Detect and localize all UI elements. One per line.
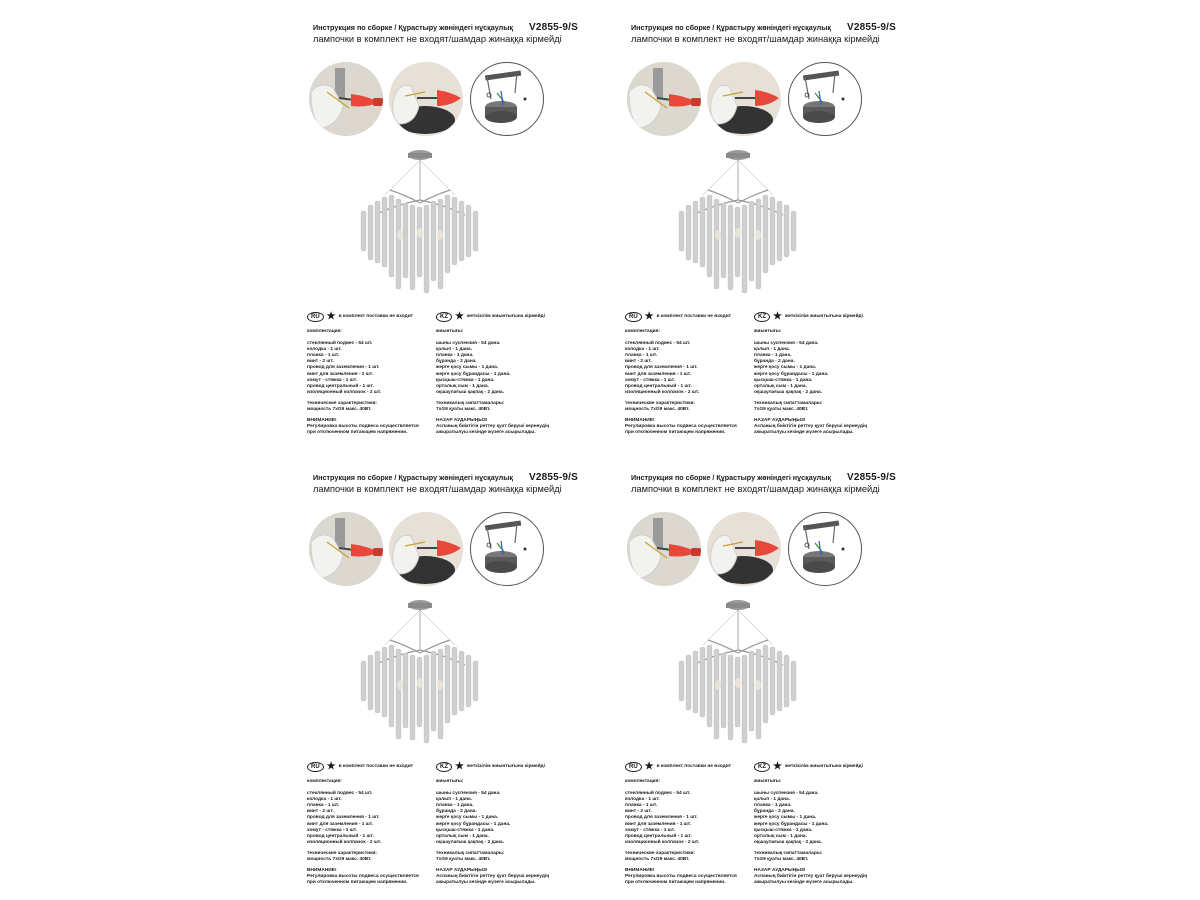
star-icon: ★ <box>326 761 336 772</box>
ru-kit-item: винт - 2 шт. <box>307 359 334 365</box>
kz-warning-heading: НАЗАР АУДАРЫҢЫЗ! <box>436 868 488 874</box>
ru-kit-item: изоляционный колпачок - 2 шт. <box>307 389 382 395</box>
sheet-header <box>631 472 897 494</box>
ru-warning-line: Регулировка высоты подвеса осуществляется <box>307 424 419 430</box>
ru-warning-line: при отключенном питающем напряжении. <box>307 880 408 886</box>
ru-badge: RU <box>625 312 642 322</box>
kz-tech-value: 7xG9 қуаты макс. 40Вт. <box>754 407 809 413</box>
chandelier-illustration <box>673 595 803 755</box>
sheet-title: Инструкция по сборке / Құрастыру жөніндегі нұсқаулық <box>313 473 513 482</box>
star-icon: ★ <box>326 311 336 322</box>
kz-warning-line: ажыратылуы кезінде жүзеге асырылады. <box>436 880 536 886</box>
kz-kit-item: қалып - 1 дана. <box>436 797 472 803</box>
model-number: V2855-9/S <box>528 472 579 483</box>
kz-star-note: жеткізілім жиынтығына кірмейді <box>466 313 545 319</box>
ru-tech-heading: технические характеристики: <box>307 400 378 406</box>
ru-kit-item: провод для заземления - 1 шт. <box>625 365 698 371</box>
instruction-sheet <box>318 450 918 900</box>
kz-warning-heading: НАЗАР АУДАРЫҢЫЗ! <box>754 868 806 874</box>
kz-kit-item: жерге қосу сымы - 1 дана. <box>436 815 499 821</box>
kz-kit-item: шыны суспензия - 54 дана. <box>754 791 819 797</box>
sheet-title: Инструкция по сборке / Құрастыру жөніндегі нұсқаулық <box>631 23 831 32</box>
kz-kit-item: орталық сым - 1 дана. <box>436 833 489 839</box>
ru-warning-line: Регулировка высоты подвеса осуществляется <box>625 424 737 430</box>
kz-warning-line: Аспаның биіктігін реттеу қуат беруші кернеудің <box>754 874 868 880</box>
kz-kit-item: оқшаулағыш қақпақ - 2 дана. <box>436 389 505 395</box>
ru-kit-item: провод центральный - 1 шт. <box>625 833 692 839</box>
kz-tech-heading: техникалық сипаттамалары: <box>436 400 505 406</box>
sheet-subtitle: лампочки в комплект не входят/шамдар жинаққа кірмейді <box>631 34 880 44</box>
ru-tech-value: мощность 7xG9 макс. 40Вт. <box>307 857 372 863</box>
kz-star-note: жеткізілім жиынтығына кірмейді <box>466 763 545 769</box>
kz-kit-item: планка - 1 дана. <box>436 803 474 809</box>
model-number: V2855-9/S <box>846 472 897 483</box>
kz-warning-line: ажыратылуы кезінде жүзеге асырылады. <box>754 880 854 886</box>
kz-warning-heading: НАЗАР АУДАРЫҢЫЗ! <box>754 418 806 424</box>
ru-warning-heading: ВНИМАНИЕ! <box>625 868 655 874</box>
kz-kit-item: шыны суспензия - 54 дана. <box>436 791 501 797</box>
kz-badge: KZ <box>436 762 452 772</box>
kz-kit-item: орталық сым - 1 дана. <box>754 833 807 839</box>
kz-kit-item: қалып - 1 дана. <box>754 797 790 803</box>
ru-warning-heading: ВНИМАНИЕ! <box>625 418 655 424</box>
kz-warning-line: Аспаның биіктігін реттеу қуат беруші кернеудің <box>436 874 550 880</box>
ru-kit-heading: комплектация: <box>307 779 343 784</box>
kz-warning-line: Аспаның биіктігін реттеу қуат беруші кернеудің <box>754 424 868 430</box>
ru-warning-heading: ВНИМАНИЕ! <box>307 418 337 424</box>
kz-kit-item: қысқыш-стяжка - 1 дана. <box>436 377 495 383</box>
kz-tech-value: 7xG9 қуаты макс. 40Вт. <box>754 857 809 863</box>
ru-kit-item: винт для заземления - 1 шт. <box>307 371 374 377</box>
kz-kit-item: жерге қосу бұрандасы - 1 дана. <box>436 821 511 827</box>
kz-badge: KZ <box>754 762 770 772</box>
ru-kit-item: изоляционный колпачок - 2 шт. <box>625 389 700 395</box>
sheet-subtitle: лампочки в комплект не входят/шамдар жинаққа кірмейді <box>631 484 880 494</box>
kz-kit-item: оқшаулағыш қақпақ - 2 дана. <box>436 839 505 845</box>
kz-badge: KZ <box>754 312 770 322</box>
kz-warning-line: ажыратылуы кезінде жүзеге асырылады. <box>436 430 536 436</box>
ru-badge: RU <box>307 312 324 322</box>
kz-kit-item: бұранда - 2 дана. <box>436 809 477 815</box>
ru-tech-value: мощность 7xG9 макс. 40Вт. <box>625 857 690 863</box>
ru-kit-item: колодка - 1 шт. <box>625 797 660 803</box>
kz-badge: KZ <box>436 312 452 322</box>
sheet-title: Инструкция по сборке / Құрастыру жөніндегі нұсқаулық <box>313 23 513 32</box>
ru-tech-value: мощность 7xG9 макс. 40Вт. <box>625 407 690 413</box>
kz-kit-item: қысқыш-стяжка - 1 дана. <box>754 827 813 833</box>
kz-kit-heading: жиынтығы: <box>754 329 782 334</box>
ru-kit-item: изоляционный колпачок - 2 шт. <box>625 839 700 845</box>
ru-kit-item: провод для заземления - 1 шт. <box>625 815 698 821</box>
star-icon: ★ <box>644 761 654 772</box>
wiring-photo-2 <box>707 512 781 586</box>
kz-kit-item: планка - 1 дана. <box>754 803 792 809</box>
ru-kit-heading: комплектация: <box>625 779 661 784</box>
ru-kit-item: винт - 2 шт. <box>307 809 334 815</box>
kazakh-column <box>754 762 894 886</box>
model-number: V2855-9/S <box>846 22 897 33</box>
mounting-diagram <box>788 512 862 586</box>
star-icon: ★ <box>644 311 654 322</box>
ru-kit-item: планка - 1 шт. <box>307 353 340 359</box>
ru-kit-item: планка - 1 шт. <box>307 803 340 809</box>
kz-kit-item: қалып - 1 дана. <box>754 347 790 353</box>
kz-tech-heading: техникалық сипаттамалары: <box>436 850 505 856</box>
kz-kit-item: жерге қосу сымы - 1 дана. <box>754 365 817 371</box>
ru-kit-item: планка - 1 шт. <box>625 353 658 359</box>
kz-kit-item: оқшаулағыш қақпақ - 2 дана. <box>754 389 823 395</box>
kz-kit-item: оқшаулағыш қақпақ - 2 дана. <box>754 839 823 845</box>
kz-kit-item: шыны суспензия - 54 дана. <box>754 341 819 347</box>
ru-warning-line: Регулировка высоты подвеса осуществляется <box>307 874 419 880</box>
ru-star-note: в комплект поставки не входит <box>338 763 413 769</box>
ru-kit-item: колодка - 1 шт. <box>307 797 342 803</box>
ru-tech-heading: технические характеристики: <box>625 400 696 406</box>
kz-warning-line: Аспаның биіктігін реттеу қуат беруші кернеудің <box>436 424 550 430</box>
ru-kit-heading: комплектация: <box>307 329 343 334</box>
kz-kit-item: бұранда - 2 дана. <box>754 359 795 365</box>
ru-star-note: в комплект поставки не входит <box>656 313 731 319</box>
ru-warning-line: Регулировка высоты подвеса осуществляется <box>625 874 737 880</box>
russian-column <box>625 762 765 886</box>
ru-kit-item: винт - 2 шт. <box>625 809 652 815</box>
kz-kit-item: бұранда - 2 дана. <box>436 359 477 365</box>
ru-kit-item: колодка - 1 шт. <box>625 347 660 353</box>
model-number: V2855-9/S <box>528 22 579 33</box>
star-icon: ★ <box>455 311 464 322</box>
ru-kit-item: стеклянный подвес - 54 шт. <box>307 341 373 347</box>
kz-tech-value: 7xG9 қуаты макс. 40Вт. <box>436 857 491 863</box>
kz-star-note: жеткізілім жиынтығына кірмейді <box>784 313 863 319</box>
ru-kit-item: винт для заземления - 1 шт. <box>307 821 374 827</box>
ru-badge: RU <box>625 762 642 772</box>
ru-tech-heading: технические характеристики: <box>625 850 696 856</box>
ru-kit-item: стеклянный подвес - 54 шт. <box>625 791 691 797</box>
kz-tech-value: 7xG9 қуаты макс. 40Вт. <box>436 407 491 413</box>
sheet-subtitle: лампочки в комплект не входят/шамдар жинаққа кірмейді <box>313 34 562 44</box>
ru-kit-item: провод для заземления - 1 шт. <box>307 815 380 821</box>
ru-tech-heading: технические характеристики: <box>307 850 378 856</box>
wiring-photo-2 <box>707 62 781 136</box>
kz-kit-heading: жиынтығы: <box>754 779 782 784</box>
ru-kit-item: провод для заземления - 1 шт. <box>307 365 380 371</box>
ru-kit-item: хомут - стяжка - 1 шт. <box>307 827 358 833</box>
russian-column <box>625 312 765 436</box>
ru-warning-line: при отключенном питающем напряжении. <box>625 880 726 886</box>
sheet-subtitle: лампочки в комплект не входят/шамдар жинаққа кірмейді <box>313 484 562 494</box>
ru-kit-item: винт - 2 шт. <box>625 359 652 365</box>
ru-kit-item: колодка - 1 шт. <box>307 347 342 353</box>
star-icon: ★ <box>773 311 782 322</box>
kz-kit-item: жерге қосу бұрандасы - 1 дана. <box>754 821 829 827</box>
ru-kit-item: планка - 1 шт. <box>625 803 658 809</box>
ru-kit-item: провод центральный - 1 шт. <box>625 383 692 389</box>
wiring-photo-1 <box>627 512 701 586</box>
kz-kit-item: шыны суспензия - 54 дана. <box>436 341 501 347</box>
ru-kit-item: хомут - стяжка - 1 шт. <box>307 377 358 383</box>
kz-kit-item: бұранда - 2 дана. <box>754 809 795 815</box>
ru-tech-value: мощность 7xG9 макс. 40Вт. <box>307 407 372 413</box>
ru-star-note: в комплект поставки не входит <box>338 313 413 319</box>
kz-kit-item: орталық сым - 1 дана. <box>436 383 489 389</box>
sheet-title: Инструкция по сборке / Құрастыру жөніндегі нұсқаулық <box>631 473 831 482</box>
ru-kit-item: изоляционный колпачок - 2 шт. <box>307 839 382 845</box>
ru-kit-heading: комплектация: <box>625 329 661 334</box>
kz-warning-heading: НАЗАР АУДАРЫҢЫЗ! <box>436 418 488 424</box>
mounting-diagram <box>788 62 862 136</box>
kz-kit-item: қысқыш-стяжка - 1 дана. <box>754 377 813 383</box>
ru-kit-item: хомут - стяжка - 1 шт. <box>625 377 676 383</box>
instruction-sheet <box>318 0 918 450</box>
ru-kit-item: провод центральный - 1 шт. <box>307 833 374 839</box>
ru-star-note: в комплект поставки не входит <box>656 763 731 769</box>
ru-kit-item: стеклянный подвес - 54 шт. <box>307 791 373 797</box>
ru-warning-heading: ВНИМАНИЕ! <box>307 868 337 874</box>
kz-kit-item: жерге қосу сымы - 1 дана. <box>754 815 817 821</box>
kz-kit-item: жерге қосу бұрандасы - 1 дана. <box>754 371 829 377</box>
kz-kit-heading: жиынтығы: <box>436 329 464 334</box>
kz-kit-item: жерге қосу бұрандасы - 1 дана. <box>436 371 511 377</box>
kz-kit-item: жерге қосу сымы - 1 дана. <box>436 365 499 371</box>
kz-kit-heading: жиынтығы: <box>436 779 464 784</box>
ru-kit-item: хомут - стяжка - 1 шт. <box>625 827 676 833</box>
ru-warning-line: при отключенном питающем напряжении. <box>625 430 726 436</box>
kz-kit-item: қысқыш-стяжка - 1 дана. <box>436 827 495 833</box>
ru-kit-item: стеклянный подвес - 54 шт. <box>625 341 691 347</box>
kz-kit-item: орталық сым - 1 дана. <box>754 383 807 389</box>
ru-kit-item: винт для заземления - 1 шт. <box>625 371 692 377</box>
ru-kit-item: винт для заземления - 1 шт. <box>625 821 692 827</box>
chandelier-illustration <box>673 145 803 305</box>
ru-kit-item: провод центральный - 1 шт. <box>307 383 374 389</box>
kz-kit-item: қалып - 1 дана. <box>436 347 472 353</box>
kz-kit-item: планка - 1 дана. <box>436 353 474 359</box>
kz-tech-heading: техникалық сипаттамалары: <box>754 400 823 406</box>
sheet-header <box>631 22 897 44</box>
kz-warning-line: ажыратылуы кезінде жүзеге асырылады. <box>754 430 854 436</box>
kz-tech-heading: техникалық сипаттамалары: <box>754 850 823 856</box>
ru-badge: RU <box>307 762 324 772</box>
ru-warning-line: при отключенном питающем напряжении. <box>307 430 408 436</box>
star-icon: ★ <box>773 761 782 772</box>
kz-kit-item: планка - 1 дана. <box>754 353 792 359</box>
kazakh-column <box>754 312 894 436</box>
kz-star-note: жеткізілім жиынтығына кірмейді <box>784 763 863 769</box>
star-icon: ★ <box>455 761 464 772</box>
wiring-photo-1 <box>627 62 701 136</box>
